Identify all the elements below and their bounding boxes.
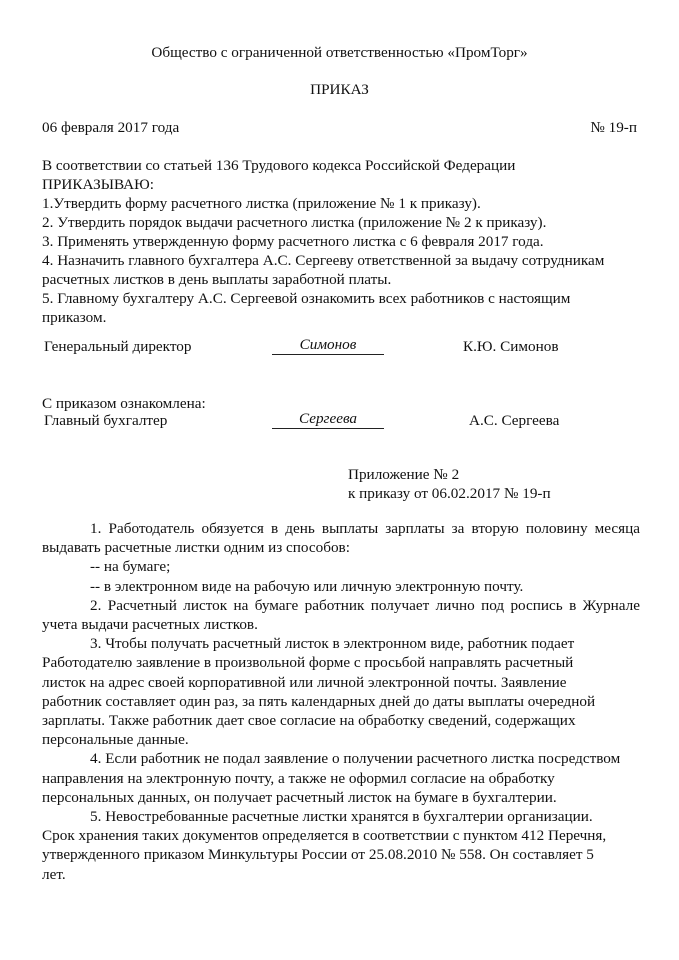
paragraph-line: зарплаты. Также работник дает свое согласие на обработку сведений, содержащих (42, 712, 576, 730)
order-item: 1.Утвердить форму расчетного листка (приложение № 1 к приказу). (42, 195, 481, 212)
accountant-name: А.С. Сергеева (469, 412, 560, 429)
list-item-email: -- в электронном виде на рабочую или личную электронную почту. (90, 577, 524, 595)
document-title: ПРИКАЗ (310, 81, 369, 98)
paragraph-line: персональных данных, он получает расчетный листок на бумаге в бухгалтерии. (42, 788, 557, 806)
appendix-subtitle: к приказу от 06.02.2017 № 19-п (348, 485, 551, 502)
paragraph-line: направления на электронную почту, а также не оформил согласие на обработку (42, 769, 555, 787)
director-name: К.Ю. Симонов (463, 338, 559, 355)
order-item: 4. Назначить главного бухгалтера А.С. Сергееву ответственной за выдачу сотрудникам (42, 252, 605, 269)
paragraph-line: 4. Если работник не подал заявление о получении расчетного листка посредством (90, 750, 621, 768)
paragraph-line: персональные данные. (42, 731, 189, 749)
order-item-continued: расчетных листков в день выплаты заработной платы. (42, 271, 392, 288)
paragraph-line: Срок хранения таких документов определяется в соответствии с пунктом 412 Перечня, (42, 827, 607, 845)
director-position: Генеральный директор (44, 338, 192, 355)
organization-name: Общество с ограниченной ответственностью «ПромТорг» (151, 44, 528, 61)
order-item: 2. Утвердить порядок выдачи расчетного листка (приложение № 2 к приказу). (42, 214, 547, 231)
order-date: 06 февраля 2017 года (42, 119, 180, 136)
paragraph-line: лет. (42, 865, 66, 883)
order-preamble: В соответствии со статьей 136 Трудового кодекса Российской Федерации (42, 157, 516, 174)
acknowledged-label: С приказом ознакомлена: (42, 395, 206, 412)
paragraph-line: работник составляет один раз, за пять календарных дней до даты выплаты очередной (42, 692, 596, 710)
list-item-paper: -- на бумаге; (90, 558, 171, 576)
paragraph-line: 1. Работодатель обязуется в день выплаты зарплаты за вторую половину месяца (90, 520, 640, 537)
order-item: 5. Главному бухгалтеру А.С. Сергеевой ознакомить всех работников с настоящим (42, 290, 571, 307)
paragraph-line: учета выдачи расчетных листков. (42, 616, 258, 634)
director-signature: Симонов (272, 336, 384, 355)
accountant-position: Главный бухгалтер (44, 412, 168, 429)
order-number: № 19-п (590, 119, 637, 136)
appendix-title: Приложение № 2 (348, 466, 460, 483)
order-item: 3. Применять утвержденную форму расчетного листка с 6 февраля 2017 года. (42, 233, 544, 250)
appendix-paragraph-1 (42, 519, 640, 884)
paragraph-line: 3. Чтобы получать расчетный листок в электронном виде, работник подает (90, 635, 575, 653)
order-item-continued: приказом. (42, 309, 107, 326)
order-command: ПРИКАЗЫВАЮ: (42, 176, 154, 193)
paragraph-line: листок на адрес своей корпоративной или личной электронной почты. Заявление (42, 673, 567, 691)
paragraph-line: Работодателю заявление в произвольной форме с просьбой направлять расчетный (42, 654, 574, 672)
paragraph-line: 5. Невостребованные расчетные листки хранятся в бухгалтерии организации. (90, 808, 593, 826)
paragraph-line: выдавать расчетные листки одним из способов: (42, 539, 350, 557)
accountant-signature: Сергеева (272, 410, 384, 429)
paragraph-line: утвержденного приказом Минкультуры России от 25.08.2010 № 558. Он составляет 5 (42, 846, 594, 864)
paragraph-line: 2. Расчетный листок на бумаге работник получает лично под роспись в Журнале (90, 596, 640, 614)
